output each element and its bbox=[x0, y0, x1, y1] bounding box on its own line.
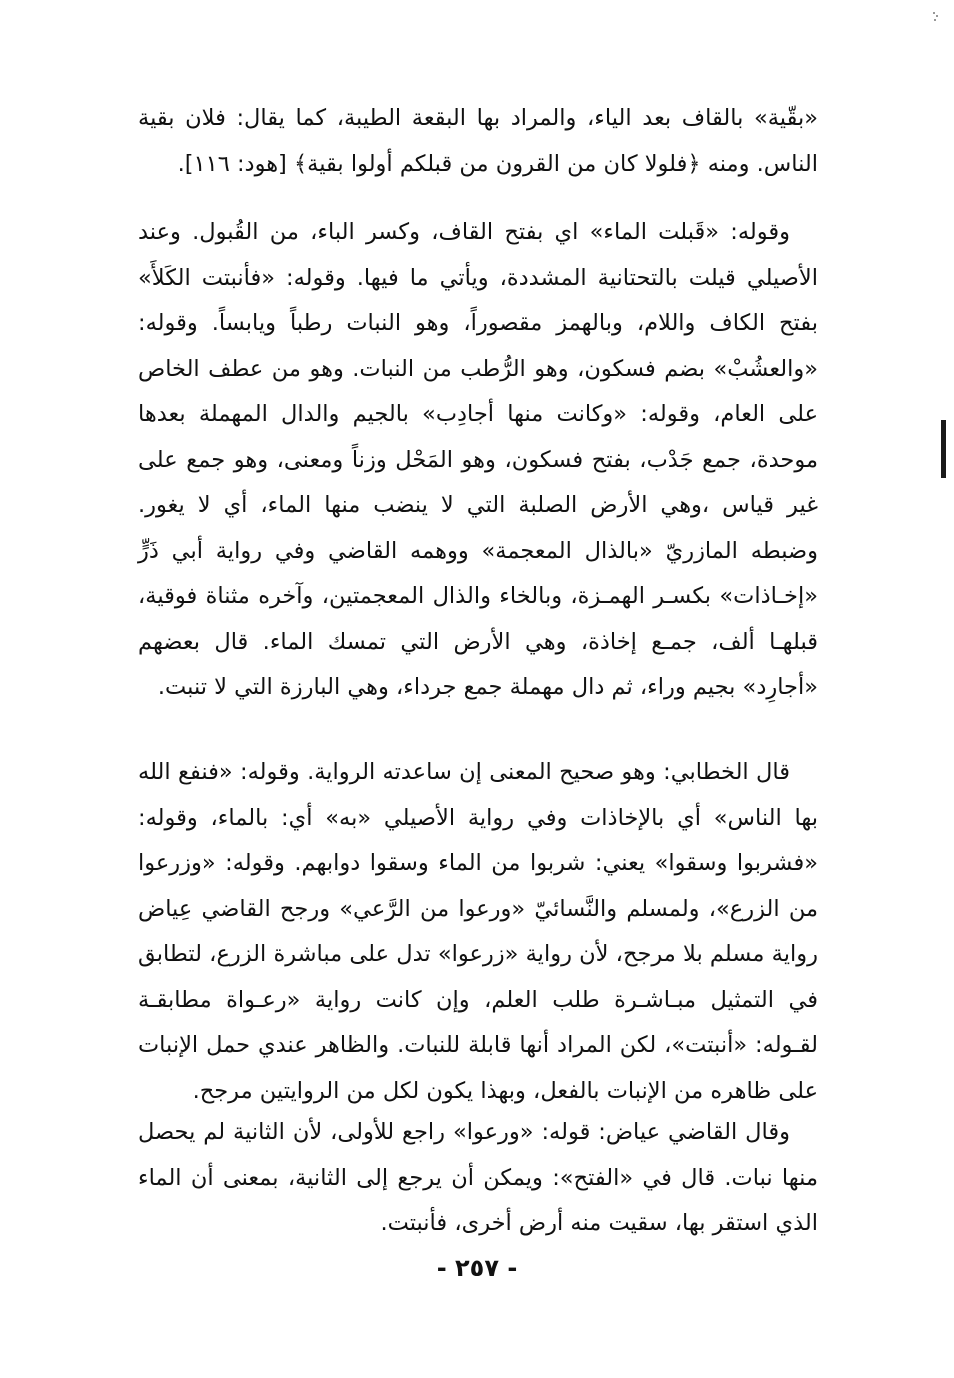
paragraph-4 bbox=[138, 1110, 818, 1247]
paragraph-text: «بقّية» بالقاف بعد الياء، والمراد بها البقعة الطيبة، كما يقال: فلان بقية الناس. ومنه ﴿فلولا كان من القرون من قبلكم أولوا بقية﴾ [هود: ١١٦]. bbox=[138, 105, 818, 177]
paragraph-text: وقوله: «قَبلت الماء» اي بفتح القاف، وكسر الباء، من القُبول. وعند الأصيلي قيلت بالتحتانية المشددة، ويأتي ما فيها. وقوله: «فأنبتت الكَلأَ» بفتح الكاف واللام، وبالهمز مقصوراً، وهو النبات رطباً ويابساً. وقوله: «والعشُبْ» بضم فسكون، وهو الرُّطب من النبات. وهو من عطف الخاص على العام، وقوله: «وكانت منها أجادِب» بالجيم والدال المهملة بعدها موحدة، جمع جَدْب، بفتح فسكون، وهو المَحْل وزناً ومعنى، وهو جمع على غير قياس ،وهي الأرض الصلبة التي لا ينضب منها الماء، أي لا يغور. وضبطه المازريّ «بالذال المعجمة» ووهمه القاضي وفي رواية أبي ذَرٍّ «إخـاذات» بكسـر الهمـزة، وبالخاء والذال المعجمتين، وآخره مثناة فوقية، قبلهـا ألف، جمـع إخاذة، وهي الأرض التي تمسك الماء. قال بعضهم «أجارِد» بجيم وراء، ثم دال مهملة جمع جرداء، وهي البارزة التي لا تنبت. bbox=[138, 219, 818, 700]
scan-speck-mark bbox=[932, 12, 940, 24]
paragraph-3 bbox=[138, 750, 818, 1114]
binding-edge-mark bbox=[941, 420, 946, 478]
paragraph-text: قال الخطابي: وهو صحيح المعنى إن ساعدته الرواية. وقوله: «فنفع الله بها الناس» أي بالإخاذات وفي رواية الأصيلي «به» أي: بالماء، وقوله: «فشربوا وسقوا» يعني: شربوا من الماء وسقوا دوابهم. وقوله: «وزرعوا من الزرع»، ولمسلم والنَّسائيّ «ورعوا من الرَّعي» ورجح القاضي عِياض رواية مسلم بلا مرجح، لأن رواية «زرعوا» تدل على مباشرة الزرع، لتطابق في التمثيل مبـاشـرة طلب العلم، وإن كانت رواية «رعـواة مطابقـة لقـوله: «أنبتت»، لكن المراد أنها قابلة للنبات. والظاهر عندي حمل الإنبات على ظاهره من الإنبات بالفعل، وبهذا يكون لكل من الروايتين مرجح. bbox=[138, 759, 818, 1104]
paragraph-text: وقال القاضي عياض: قوله: «ورعوا» راجع للأولى، لأن الثانية لم يحصل منها نبات. قال في «الفتح»: ويمكن أن يرجع إلى الثانية، بمعنى أن الماء الذي استقر بها، سقيت منه أرض أخرى، فأنبتت. bbox=[138, 1119, 818, 1236]
paragraph-2 bbox=[138, 210, 818, 711]
paragraph-1 bbox=[138, 96, 818, 187]
page-number: - ٢٥٧ - bbox=[436, 1254, 518, 1282]
